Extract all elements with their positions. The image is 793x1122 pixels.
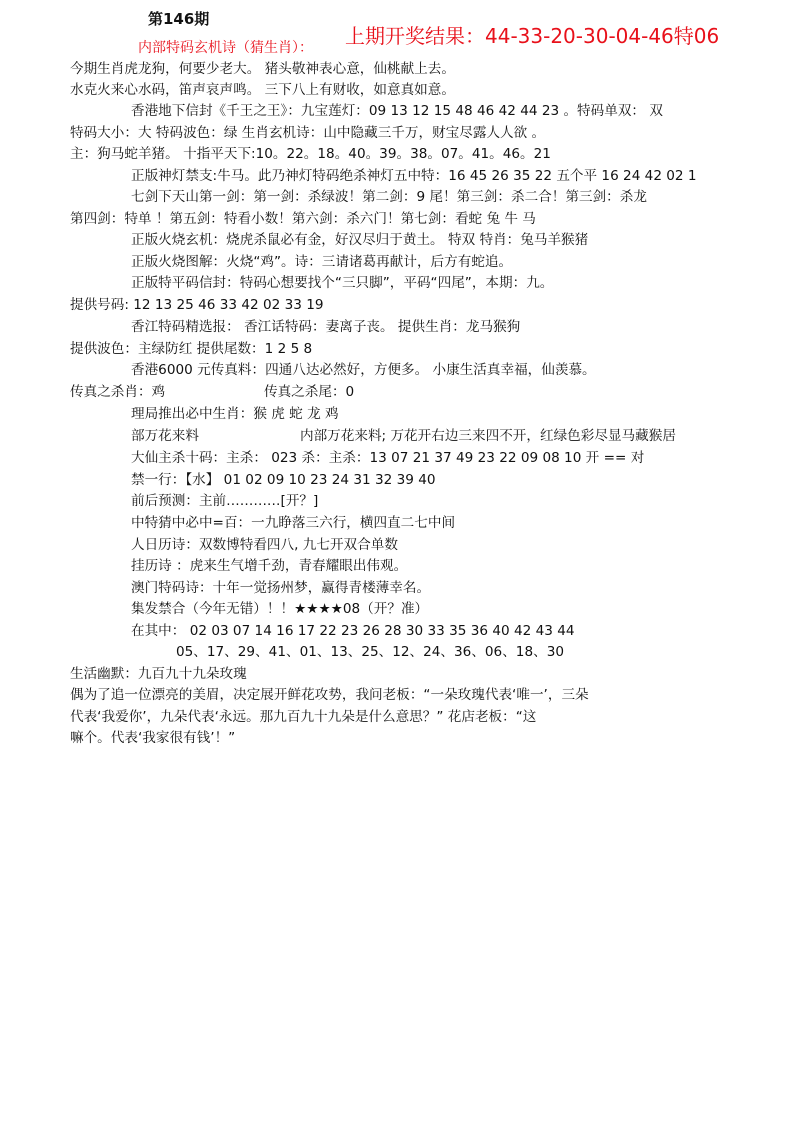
text-line: 今期生肖虎龙狗，何要少老大。 猪头敬神表心意，仙桃献上去。	[70, 61, 455, 77]
text-line: 人日历诗：双数博特看四八, 九七开双合单数	[131, 537, 398, 553]
kill-tail: 传真之杀尾：0	[264, 384, 355, 400]
issue-number: 第146期	[148, 10, 210, 28]
text-line: 正版神灯禁支:牛马。此乃神灯特码绝杀神灯五中特：16 45 26 35 22 五个平 16 24 42 02 1	[131, 168, 697, 184]
text-line: 前后预测：主前…………[开？]	[131, 493, 319, 509]
text-line: 嘛个。代表‘我家很有钱’！”	[70, 730, 236, 746]
text-line: 偶为了追一位漂亮的美眉，决定展开鲜花攻势，我问老板：“一朵玫瑰代表‘唯一’，三朵	[70, 687, 589, 703]
text-line: 正版火烧玄机：烧虎杀鼠必有金，好汉尽归于黄土。 特双 特肖：兔马羊猴猪	[131, 232, 589, 248]
text-line: 禁一行：【水】 01 02 09 10 23 24 31 32 39 40	[131, 472, 436, 488]
text-line: 集发禁合（今年无错）！！★★★★08（开？准）	[131, 601, 429, 617]
text-line: 香江特码精选报： 香江话特码：妻离子丧。 提供生肖：龙马猴狗	[131, 319, 521, 335]
text-line: 澳门特码诗：十年一觉扬州梦，赢得青楼薄幸名。	[131, 580, 431, 596]
text-line: 生活幽默：九百九十九朵玫瑰	[70, 666, 247, 682]
text-line: 大仙主杀十码：主杀： 023 杀：主杀：13 07 21 37 49 23 22 09 08 10 开 == 对	[131, 450, 645, 466]
text-line: 七剑下天山第一剑：第一剑：杀绿波！第二剑：9 尾！第三剑：杀二合！第三剑：杀龙	[131, 189, 647, 205]
text-line: 香港6000 元传真料：四通八达必然好，方便多。 小康生活真幸福，仙羡慕。	[131, 362, 596, 378]
text-line: 中特猜中必中=百：一九睁落三六行，横四直二七中间	[131, 515, 456, 531]
text-line: 部万花来料	[131, 428, 199, 444]
kill-zodiac: 传真之杀肖：鸡	[70, 384, 166, 400]
text-line: 第四剑：特单 ！第五剑：特看小数！第六剑：杀六门！第七剑：看蛇 兔 牛 马	[70, 211, 536, 227]
text-line: 水克火来心水码，笛声哀声鸣。 三下八上有财收，如意真如意。	[70, 82, 455, 98]
text-line: 提供号码: 12 13 25 46 33 42 02 33 19	[70, 297, 324, 313]
text-line: 正版特平码信封：特码心想要找个“三只脚”，平码“四尾”，本期：九。	[131, 275, 554, 291]
poem-title: 内部特码玄机诗（猜生肖）：	[138, 40, 313, 56]
text-line: 内部万花来料; 万花开右边三来四不开，红绿色彩尽显马藏猴居	[300, 428, 676, 444]
text-line: 挂历诗 ：虎来生气增千劲，青春耀眼出伟观。	[131, 558, 408, 574]
text-line: 理局推出必中生肖：猴 虎 蛇 龙 鸡	[131, 406, 339, 422]
last-result-banner: 上期开奖结果：44-33-20-30-04-46特06	[345, 24, 720, 48]
text-line: 特码大小：大 特码波色：绿 生肖玄机诗：山中隐藏三千万，财宝尽露人人欲 。	[70, 125, 546, 141]
text-line: 在其中： 02 03 07 14 16 17 22 23 26 28 30 33 35 36 40 42 43 44	[131, 623, 575, 639]
text-line: 提供波色：主绿防红 提供尾数：1 2 5 8	[70, 341, 313, 357]
text-line: 香港地下信封《千王之王》：九宝莲灯：09 13 12 15 48 46 42 44 23 。特码单双： 双	[131, 103, 663, 119]
text-line: 代表‘我爱你’，九朵代表‘永远。那九百九十九朵是什么意思？” 花店老板：“这	[70, 709, 537, 725]
text-line: 正版火烧图解：火烧“鸡”。诗：三请诸葛再献计，后方有蛇追。	[131, 254, 513, 270]
text-line: 主：狗马蛇羊猪。 十指平天下:10。22。18。40。39。38。07。41。46。21	[70, 146, 551, 162]
text-line: 05、17、29、41、01、13、25、12、24、36、06、18、30	[176, 644, 564, 660]
